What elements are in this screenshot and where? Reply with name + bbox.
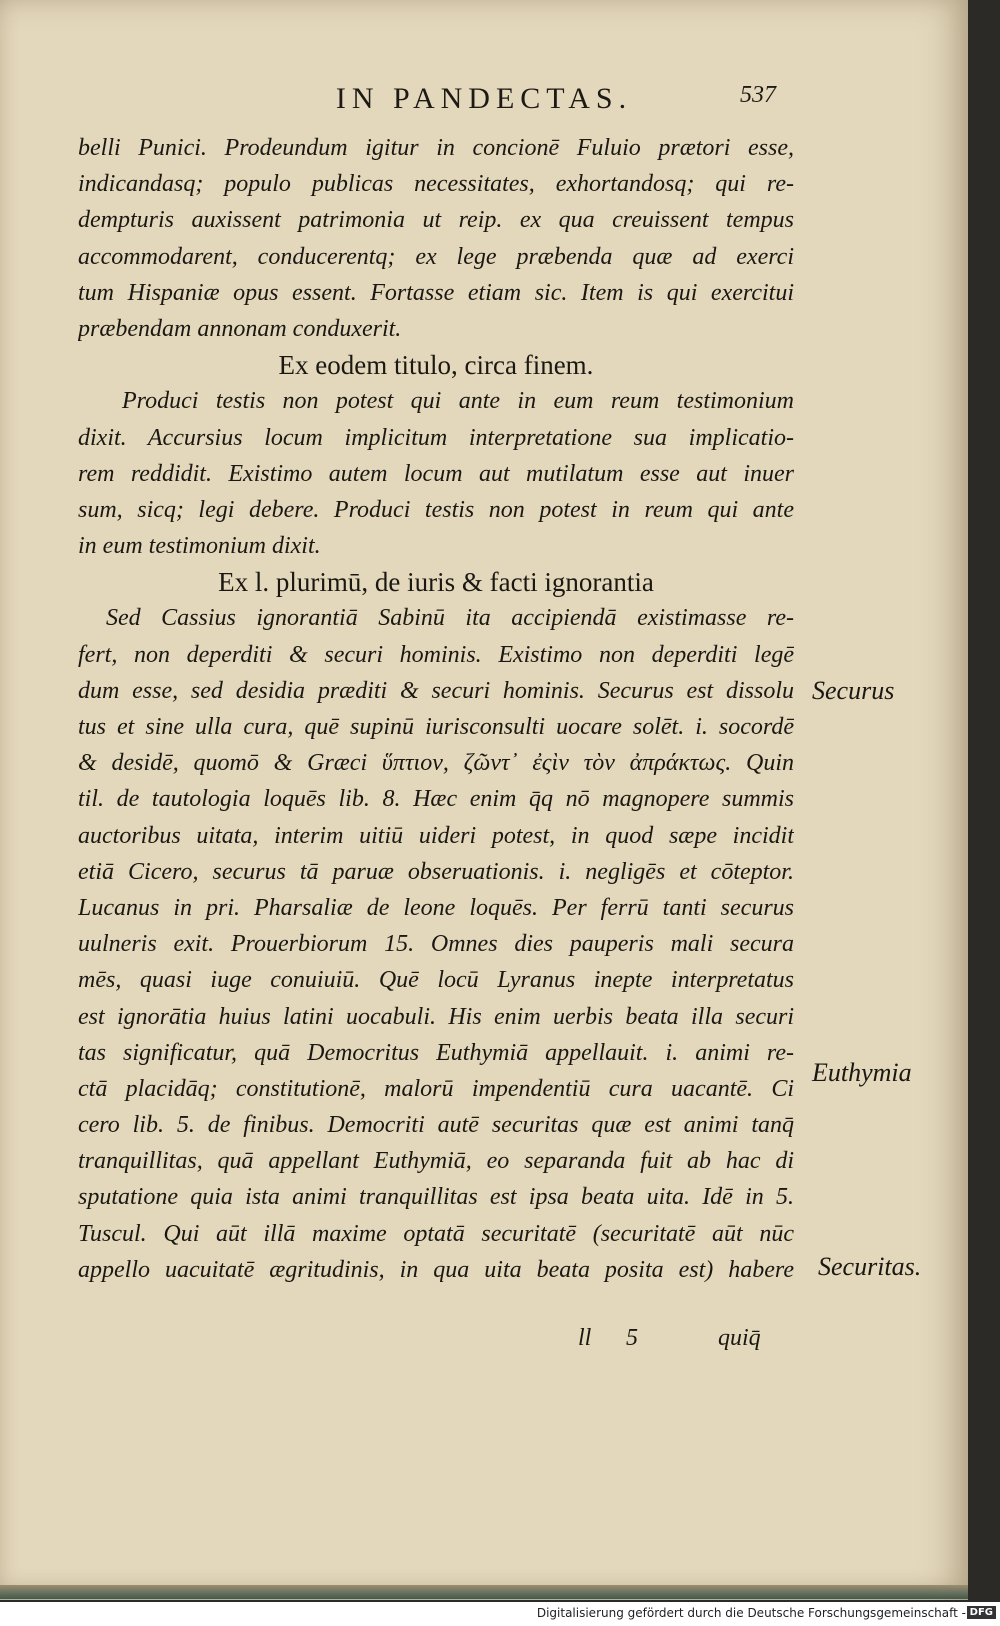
margin-note-euthymia: Euthymia [812, 1058, 912, 1087]
text-line: etiā Cicero, securus tā paruæ obseruationis. i. negligēs et cōteptor. [78, 858, 794, 885]
text-line: præbendam annonam conduxerit. [78, 315, 402, 342]
text-line: Tuscul. Qui aūt illā maxime optatā securitatē (securitatē aūt nūc [78, 1220, 794, 1247]
margin-note-securus: Securus [812, 676, 895, 705]
text-line: Sed Cassius ignorantiā Sabinū ita accipiendā existimasse re- [106, 605, 794, 632]
signature-mark: ll [578, 1325, 592, 1351]
text-line: Lucanus in pri. Pharsaliæ de leone loquēs. Per ferrū tanti securus [78, 894, 794, 921]
text-line: cero lib. 5. de finibus. Democriti autē securitas quæ est animi tanq̄ [78, 1112, 794, 1139]
text-line: fert, non deperditi & securi hominis. Existimo non deperditi legē [78, 641, 794, 668]
page-number: 537 [740, 82, 776, 108]
text-line: dempturis auxissent patrimonia ut reip. ex qua creuissent tempus [78, 207, 794, 234]
text-line: sum, sicq; legi debere. Produci testis non potest in reum qui ante [78, 496, 794, 523]
text-line: dixit. Accursius locum implicitum interpretatione sua implicatio- [78, 424, 794, 451]
text-line: appello uacuitatē ægritudinis, in qua uita beata posita est) habere [78, 1256, 794, 1283]
section-heading: Ex eodem titulo, circa finem. [278, 350, 594, 381]
text-line: Produci testis non potest qui ante in eum reum testimonium [122, 388, 794, 415]
text-line: tranquillitas, quā appellant Euthymiā, eo separanda fuit ab hac di [78, 1148, 794, 1175]
text-line: indicandasq; populo publicas necessitates, exhortandosq; qui re- [78, 171, 794, 198]
text-line: in eum testimonium dixit. [78, 533, 321, 560]
text-line: tum Hispaniæ opus essent. Fortasse etiam sic. Item is qui exercitui [78, 279, 794, 306]
text-line: est ignorātia huius latini uocabuli. His enim uerbis beata illa securi [78, 1003, 794, 1030]
text-line: til. de tautologia loquēs lib. 8. Hæc enim q̄q nō magnopere summis [78, 786, 794, 813]
section-heading: Ex l. plurimū, de iuris & facti ignorantia [218, 567, 654, 598]
text-line: ctā placidāq; constitutionē, malorū impendentiū cura uacantē. Ci [78, 1075, 794, 1102]
text-line: uulneris exit. Prouerbiorum 15. Omnes dies pauperis mali secura [78, 931, 794, 958]
text-line: dum esse, sed desidia præditi & securi hominis. Securus est dissolu [78, 677, 794, 704]
digitization-footer [0, 1602, 1000, 1626]
text-line: accommodarent, conducerentq; ex lege præbenda quæ ad exerci [78, 243, 794, 270]
text-line: rem reddidit. Existimo autem locum aut mutilatum esse aut inuer [78, 460, 794, 487]
dfg-logo: DFG [967, 1606, 996, 1619]
text-line: & desidē, quomō & Græci ὕπτιον, ζῶντ᾽ ἐςὶν τὸν ἀπράκτως. Quin [78, 750, 794, 777]
signature-number: 5 [626, 1325, 638, 1351]
main-text [78, 130, 794, 1288]
text-line: auctoribus uitata, interim uitiū uideri potest, in quod sæpe incidit [78, 822, 794, 849]
page-bottom-edge [0, 1585, 968, 1599]
running-head: IN PANDECTAS. [335, 82, 633, 115]
margin-note-securitas: Securitas. [818, 1252, 922, 1281]
text-line: tas significatur, quā Democritus Euthymiā appellauit. i. animi re- [78, 1039, 794, 1066]
catchword: quiq̄ [718, 1325, 761, 1351]
text-line: belli Punici. Prodeundum igitur in concionē Fuluio prætori esse, [78, 135, 794, 161]
text-line: tus et sine ulla cura, quē supinū iurisconsulti uocare solēt. i. socordē [78, 714, 794, 740]
funding-credit: Digitalisierung gefördert durch die Deutsche Forschungsgemeinschaft - [536, 1606, 966, 1620]
text-line: sputatione quia ista animi tranquillitas est ipsa beata uita. Idē in 5. [78, 1184, 794, 1211]
text-line: mēs, quasi iuge conuiuiū. Quē locū Lyranus inepte interpretatus [78, 967, 794, 994]
